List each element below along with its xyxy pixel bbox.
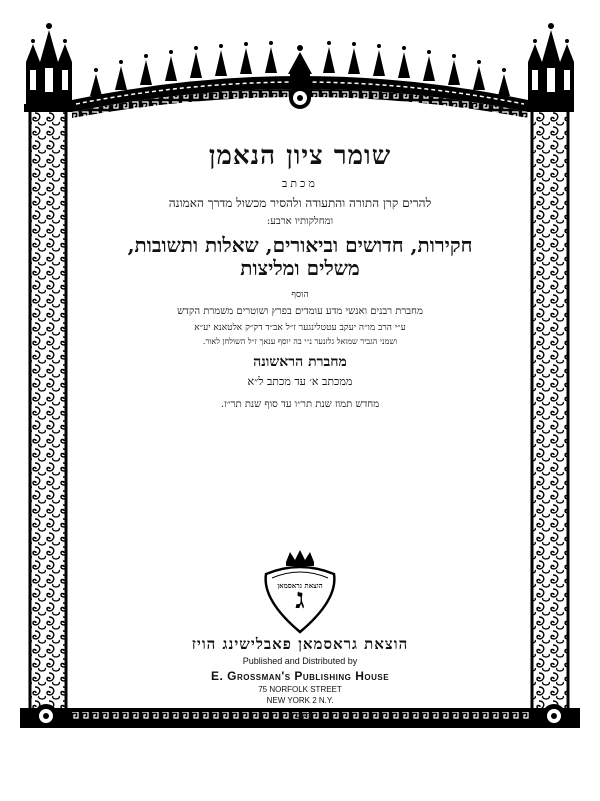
book-title: שומר ציון הנאמן bbox=[208, 141, 392, 171]
publication-year: תשכ״ג bbox=[288, 710, 312, 721]
dates-line: מחדש תמוז שנת תר״ו עד סוף שנת תר״ז. bbox=[220, 398, 380, 410]
topics-line: חקירות, חדושים וביאורים, שאלות ותשובות, bbox=[127, 232, 473, 257]
letter-range-line: ממכתב א׳ עד מכתב ל״א bbox=[247, 375, 353, 389]
crest-medallion bbox=[288, 45, 312, 109]
street-address: 75 NORFOLK STREET bbox=[258, 685, 342, 695]
editor-line-2: ושמני הגביר שמואל גלזנער נ״י בה יוסף ענאך ז״ל השולחן לאור. bbox=[202, 337, 398, 347]
publisher-english: E. Grossman's Publishing House bbox=[210, 668, 390, 683]
purpose-line: להרים קרן התורה והתעודה ולהסיר מכשול מדרך האמונה bbox=[168, 195, 432, 210]
right-tower bbox=[528, 23, 574, 104]
svg-text:ג: ג bbox=[295, 582, 305, 615]
publisher-hebrew: הוצאת גראסמאן פאבלישינג הויז bbox=[191, 635, 409, 653]
title-text-block bbox=[95, 138, 505, 410]
subtitle-mikhtav: מכתב bbox=[282, 176, 318, 190]
left-column bbox=[30, 110, 66, 710]
parts-line: ומחלקותיו ארבע: bbox=[266, 216, 334, 228]
published-line: Published and Distributed by bbox=[242, 656, 358, 667]
topics-line-2: משלים ומליצות bbox=[240, 255, 360, 280]
city-address: NEW YORK 2 N.Y. bbox=[266, 695, 334, 705]
imprint bbox=[110, 636, 490, 721]
first-volume-line: מחברת הראשונה bbox=[253, 354, 347, 371]
editor-line-1: ע״י הרב מו״ה יעקב עטטלינגער ז״ל אב״ד דק״ק אלטאנא יע״א bbox=[194, 322, 406, 333]
contributors-line: מחברת רבנים ואנשי מדע עומדים בפרץ ושוטרים משמרת הקדש bbox=[177, 306, 423, 318]
publisher-logo bbox=[250, 548, 350, 638]
right-column bbox=[532, 110, 568, 710]
logo-text: הוצאת גראסמאן bbox=[277, 581, 323, 590]
hosif-line: הוסף bbox=[291, 289, 309, 300]
left-tower bbox=[26, 23, 72, 104]
